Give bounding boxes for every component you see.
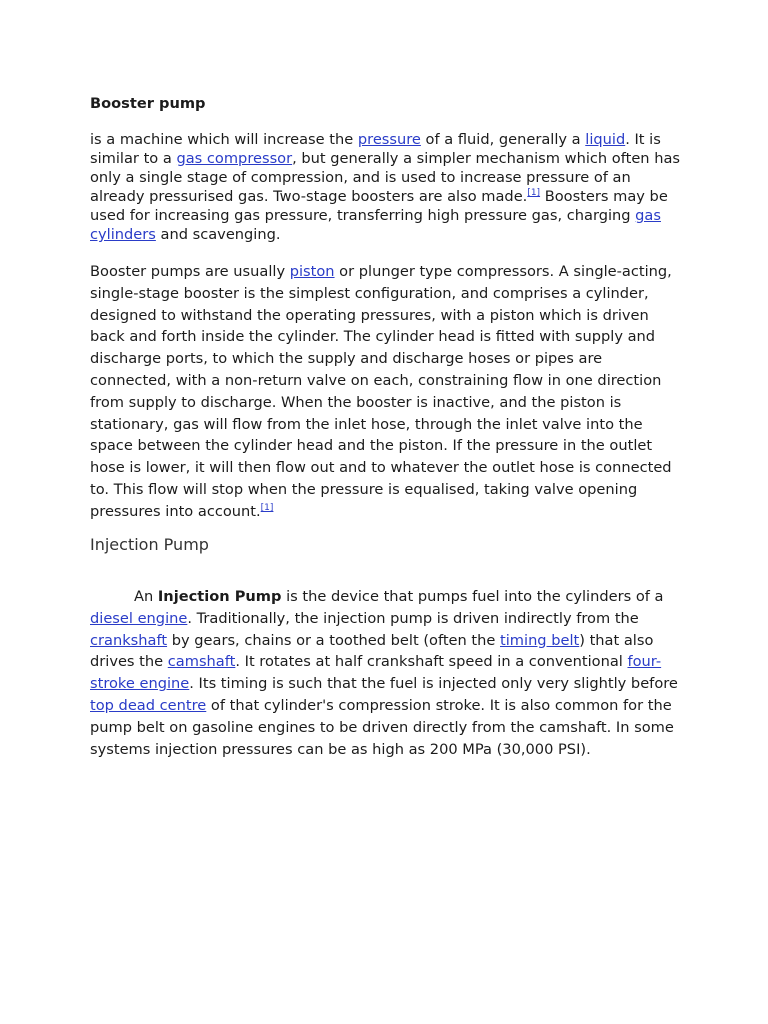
text-run: and scavenging. xyxy=(155,226,281,243)
text-run: is the device that pumps fuel into the cylinders of a xyxy=(281,588,664,605)
injection-paragraph xyxy=(90,586,682,760)
reference-marker xyxy=(261,503,274,513)
booster-paragraph-2 xyxy=(90,261,682,523)
link-gas-cylinders[interactable]: gas cylinders xyxy=(90,207,661,243)
bold-term: Injection Pump xyxy=(157,588,282,605)
text-run: by gears, chains or a toothed belt (often the xyxy=(167,631,501,649)
text-run: of that cylinder's compression stroke. It is also common for the pump belt on gasoline engines to be driven directly from the camshaft. In some systems injection pressures can be as high as 200 MPa (30,000 PSI). xyxy=(90,696,674,758)
text-run: Boosters may be used for increasing gas pressure, transferring high pressure gas, charging xyxy=(90,188,668,224)
text-run: . Its timing is such that the fuel is injected only very slightly before xyxy=(189,675,678,693)
text-run: is a machine which will increase the xyxy=(90,131,358,148)
booster-paragraph-1 xyxy=(90,130,682,244)
link-piston[interactable]: piston xyxy=(289,263,335,280)
link-timing-belt[interactable]: timing belt xyxy=(500,631,580,649)
link-camshaft[interactable]: camshaft xyxy=(167,653,236,671)
reference-link-1[interactable]: [1] xyxy=(527,188,541,198)
text-run: , but generally a simpler mechanism which often has only a single stage of compression, and is used to increase pressure of an already pressurised gas. Two-stage boosters are also made. xyxy=(90,150,680,205)
text-run: of a fluid, generally a xyxy=(420,131,586,148)
injection-pump-heading: Injection Pump xyxy=(90,535,209,554)
reference-marker xyxy=(527,188,540,198)
link-top-dead-centre[interactable]: top dead centre xyxy=(90,696,207,714)
link-pressure[interactable]: pressure xyxy=(357,131,421,148)
booster-pump-heading: Booster pump xyxy=(90,95,206,112)
text-run: . Traditionally, the injection pump is driven indirectly from the xyxy=(187,609,639,627)
link-liquid[interactable]: liquid xyxy=(585,131,626,148)
text-run: . It is similar to a xyxy=(90,131,661,167)
link-crankshaft[interactable]: crankshaft xyxy=(90,631,168,649)
link-four-stroke-engine[interactable]: four-stroke engine xyxy=(90,653,662,693)
link-gas-compressor[interactable]: gas compressor xyxy=(176,150,293,167)
link-diesel-engine[interactable]: diesel engine xyxy=(90,609,188,627)
text-run: or plunger type compressors. A single-acting, single-stage booster is the simplest configuration, and comprises a cylinder, designed to withstand the operating pressures, with a piston which is driven back and forth inside the cylinder. The cylinder head is fitted with supply and discharge ports, to which the supply and discharge hoses or pipes are connected, with a non-return valve on each, constraining flow in one direction from supply to discharge. When the booster is inactive, and the piston is stationary, gas will flow from the inlet hose, through the inlet valve into the space between the cylinder head and the piston. If the pressure in the outlet hose is lower, it will then flow out and to whatever the outlet hose is connected to. This flow will stop when the pressure is equalised, taking valve opening pressures into account. xyxy=(90,263,672,520)
reference-link-2[interactable]: [1] xyxy=(260,502,274,513)
text-run: Booster pumps are usually xyxy=(90,263,290,280)
text-run: ) that also drives the xyxy=(90,631,654,671)
text-run: An xyxy=(134,588,158,605)
text-run: . It rotates at half crankshaft speed in a conventional xyxy=(235,653,628,671)
